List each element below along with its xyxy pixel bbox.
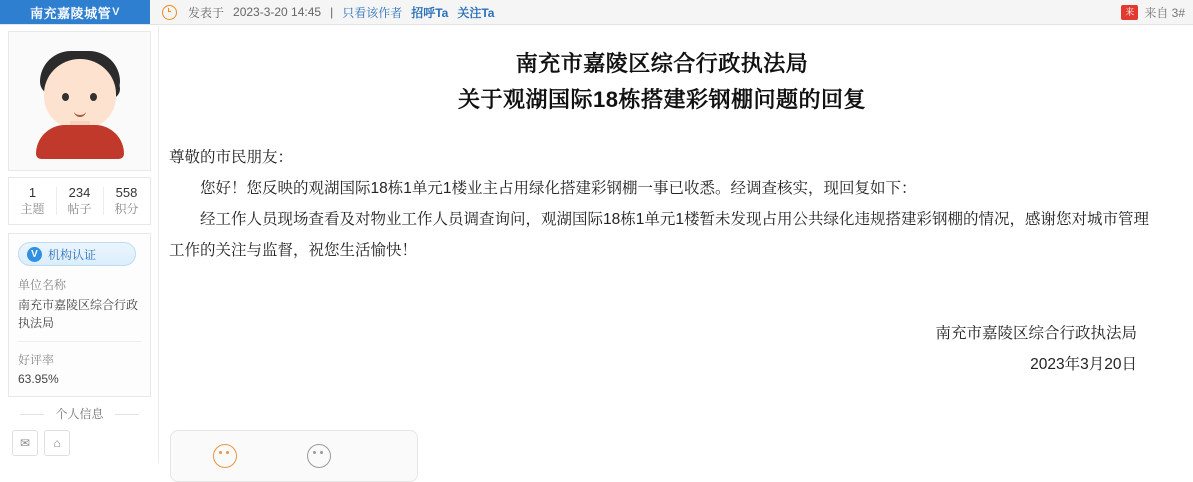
post-rating-bar [170,430,418,482]
stat-posts[interactable] [56,184,103,217]
like-button[interactable] [213,444,237,468]
page-title-line1: 南充市嘉陵区综合行政执法局 [515,51,809,76]
signature-org: 南充市嘉陵区综合行政执法局 [935,325,1137,342]
post-body [169,142,1155,266]
smiley-like-icon [213,444,237,468]
paragraph-2: 经工作人员现场查看及对物业工作人员调查询问，观湖国际18栋1单元1楼暂未发现占用公共绿化违规搭建彩钢棚的情况，感谢您对城市管理工作的关注与监督，祝您生活愉快！ [169,211,1149,259]
stat-points-label: 积分 [114,202,139,216]
avatar-eye-left [62,93,69,101]
author-name: 南充嘉陵城管 [30,5,112,21]
page-title-line2: 关于观湖国际18栋搭建彩钢棚问题的回复 [458,87,866,112]
avatar-body [36,125,124,159]
personal-info-icons [8,430,151,456]
stat-topics-value: 1 [28,185,37,200]
avatar-illustration [24,45,136,157]
stat-posts-label: 帖子 [67,202,92,216]
personal-info-heading: 个人信息 [8,406,151,422]
follow-author-link[interactable]: 关注Ta [457,5,495,20]
post-content [158,26,1185,463]
rating-value: 63.95% [18,372,59,386]
signature-block [169,318,1155,380]
author-name-badge[interactable] [0,0,150,24]
posted-time: 2023-3-20 14:45 [233,5,322,19]
certification-panel [8,233,151,397]
post-meta [162,0,494,24]
home-icon[interactable]: ⌂ [44,430,70,456]
author-sidebar [8,31,151,456]
unit-name-label: 单位名称 [18,278,67,292]
post-header-bar [0,0,1193,25]
rating-label: 好评率 [18,353,55,367]
author-stats [8,177,151,225]
only-author-link[interactable]: 只看该作者 [342,5,403,20]
avatar-eye-right [90,93,97,101]
salutation: 尊敬的市民朋友： [169,149,294,166]
stat-topics[interactable] [9,184,56,217]
sidebar-divider [18,341,141,342]
paragraph-1: 您好！您反映的观湖国际18栋1单元1楼业主占用绿化搭建彩钢棚一事已收悉。经调查核实，现回复如下： [200,180,917,197]
signature-date: 2023年3月20日 [1030,356,1137,373]
stat-points-value: 558 [115,185,138,200]
avatar[interactable] [8,31,151,171]
dislike-button[interactable] [307,444,331,468]
app-chip-icon: 来 [1121,5,1138,20]
stat-posts-value: 234 [68,185,91,200]
meta-separator: | [330,5,334,19]
page-title [169,46,1155,118]
avatar-face [44,59,116,129]
smiley-dislike-icon [307,444,331,468]
posted-prefix: 发表于 [188,5,225,20]
verified-icon: V [112,6,120,18]
post-source-text: 来自 3# [1144,5,1185,20]
unit-name-value: 南充市嘉陵区综合行政执法局 [18,298,139,330]
verified-circle-icon: V [27,247,42,262]
stat-points[interactable] [103,184,150,217]
mail-icon[interactable]: ✉ [12,430,38,456]
clock-icon [162,5,177,20]
post-source [1121,0,1185,24]
organization-verified-label: 机构认证 [48,247,97,262]
organization-verified-badge [18,242,136,266]
greet-author-link[interactable]: 招呼Ta [411,5,449,20]
stat-topics-label: 主题 [20,202,45,216]
